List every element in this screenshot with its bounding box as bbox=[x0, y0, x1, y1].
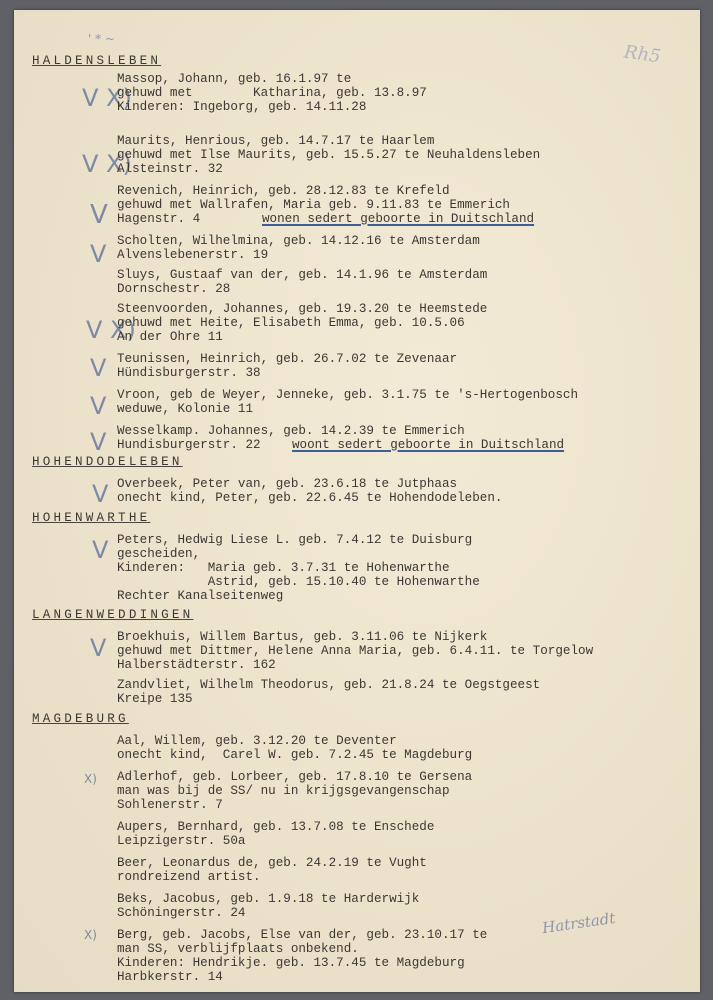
entry-line: onecht kind, Peter, geb. 22.6.45 te Hohendodeleben. bbox=[117, 491, 503, 505]
entry-line: gescheiden, bbox=[117, 547, 201, 561]
entry-line: Schöningerstr. 24 bbox=[117, 906, 246, 920]
entry-line: weduwe, Kolonie 11 bbox=[117, 402, 254, 416]
entry-line: Halberstädterstr. 162 bbox=[117, 658, 276, 672]
entry-line: Rechter Kanalseitenweg bbox=[117, 589, 284, 603]
entry-line: man was bij de SS/ nu in krijgsgevangenschap bbox=[117, 784, 450, 798]
entry-line: Massop, Johann, geb. 16.1.97 te bbox=[117, 72, 352, 86]
check-mark: V bbox=[90, 392, 107, 420]
entry-line: Astrid, geb. 15.10.40 te Hohenwarthe bbox=[117, 575, 480, 589]
entry-line: Berg, geb. Jacobs, Else van der, geb. 23.10.17 te bbox=[117, 928, 488, 942]
entry-line: Alsteinstr. 32 bbox=[117, 162, 223, 176]
entry-line: gehuwd met Wallrafen, Maria geb. 9.11.83 te Emmerich bbox=[117, 198, 510, 212]
heading-langenweddingen: LANGENWEDDINGEN bbox=[32, 608, 194, 622]
entry-line: Hagenstr. 4 bbox=[117, 212, 201, 226]
entry-line: Vroon, geb de Weyer, Jenneke, geb. 3.1.75 te 's-Hertogenbosch bbox=[117, 388, 579, 402]
entry-line: gehuwd met Katharina, geb. 13.8.97 bbox=[117, 86, 427, 100]
entry-line: Harbkerstr. 14 bbox=[117, 970, 223, 984]
entry-line: Steenvoorden, Johannes, geb. 19.3.20 te Heemstede bbox=[117, 302, 488, 316]
entry-line: Beks, Jacobus, geb. 1.9.18 te Harderwijk bbox=[117, 892, 420, 906]
heading-magdeburg: MAGDEBURG bbox=[32, 712, 129, 726]
entry-line: onecht kind, Carel W. geb. 7.2.45 te Magdeburg bbox=[117, 748, 473, 762]
x-mark: X) bbox=[84, 772, 97, 786]
entry-line: Kinderen: Hendrikje. geb. 13.7.45 te Magdeburg bbox=[117, 956, 465, 970]
check-mark: V bbox=[92, 480, 109, 508]
entry-line: gehuwd met Dittmer, Helene Anna Maria, geb. 6.4.11. te Torgelow bbox=[117, 644, 594, 658]
archive-page bbox=[14, 10, 700, 992]
entry-line: gehuwd met Ilse Maurits, geb. 15.5.27 te Neuhaldensleben bbox=[117, 148, 541, 162]
entry-line: An der Ohre 11 bbox=[117, 330, 223, 344]
entry-line: Dornschestr. 28 bbox=[117, 282, 231, 296]
entry-line: Adlerhof, geb. Lorbeer, geb. 17.8.10 te Gersena bbox=[117, 770, 473, 784]
check-mark: V bbox=[90, 200, 108, 230]
entry-line: Leipzigerstr. 50a bbox=[117, 834, 246, 848]
annotation-note: wonen sedert geboorte in Duitschland bbox=[262, 212, 535, 226]
check-mark: V bbox=[90, 634, 107, 662]
entry-line: Kinderen: Maria geb. 3.7.31 te Hohenwarthe bbox=[117, 561, 450, 575]
top-scribble: ' * ~ bbox=[88, 32, 115, 46]
entry-line: Zandvliet, Wilhelm Theodorus, geb. 21.8.24 te Oegstgeest bbox=[117, 678, 541, 692]
entry-line: Peters, Hedwig Liese L. geb. 7.4.12 te Duisburg bbox=[117, 533, 473, 547]
entry-line: Aal, Willem, geb. 3.12.20 te Deventer bbox=[117, 734, 397, 748]
entry-line: Sluys, Gustaaf van der, geb. 14.1.96 te Amsterdam bbox=[117, 268, 488, 282]
entry-line: Alvenslebenerstr. 19 bbox=[117, 248, 269, 262]
annotation-note: woont sedert geboorte in Duitschland bbox=[292, 438, 565, 452]
entry-line: Beer, Leonardus de, geb. 24.2.19 te Vught bbox=[117, 856, 427, 870]
check-mark: V X) bbox=[82, 150, 132, 178]
corner-pencil-mark: Rh5 bbox=[622, 41, 662, 68]
entry-line: Teunissen, Heinrich, geb. 26.7.02 te Zevenaar bbox=[117, 352, 458, 366]
entry-line: Kinderen: Ingeborg, geb. 14.11.28 bbox=[117, 100, 367, 114]
entry-line: Sohlenerstr. 7 bbox=[117, 798, 223, 812]
check-mark: V bbox=[90, 240, 107, 268]
check-mark: V X) bbox=[82, 84, 132, 112]
x-mark: X) bbox=[84, 928, 97, 942]
check-mark: V X) bbox=[86, 316, 136, 344]
entry-line: rondreizend artist. bbox=[117, 870, 261, 884]
entry-line: Kreipe 135 bbox=[117, 692, 193, 706]
entry-line: Revenich, Heinrich, geb. 28.12.83 te Krefeld bbox=[117, 184, 450, 198]
check-mark: V bbox=[90, 428, 107, 456]
entry-line: Scholten, Wilhelmina, geb. 14.12.16 te Amsterdam bbox=[117, 234, 480, 248]
heading-haldensleben: HALDENSLEBEN bbox=[32, 54, 162, 68]
entry-line: Aupers, Bernhard, geb. 13.7.08 te Enschede bbox=[117, 820, 435, 834]
entry-line: man SS, verblijfplaats onbekend. bbox=[117, 942, 359, 956]
entry-line: Wesselkamp. Johannes, geb. 14.2.39 te Emmerich bbox=[117, 424, 465, 438]
heading-hohenwarthe: HOHENWARTHE bbox=[32, 511, 151, 525]
entry-line: Overbeek, Peter van, geb. 23.6.18 te Jutphaas bbox=[117, 477, 458, 491]
entry-line: gehuwd met Heite, Elisabeth Emma, geb. 10.5.06 bbox=[117, 316, 465, 330]
entry-line: Hündisburgerstr. 38 bbox=[117, 366, 261, 380]
entry-line: Broekhuis, Willem Bartus, geb. 3.11.06 te Nijkerk bbox=[117, 630, 488, 644]
entry-line: Hundisburgerstr. 22 bbox=[117, 438, 261, 452]
handwritten-note: Hatrstadt bbox=[541, 908, 617, 938]
check-mark: V bbox=[90, 354, 107, 382]
heading-hohendodeleben: HOHENDODELEBEN bbox=[32, 455, 183, 469]
entry-line: Maurits, Henrious, geb. 14.7.17 te Haarlem bbox=[117, 134, 435, 148]
check-mark: V bbox=[92, 536, 109, 564]
